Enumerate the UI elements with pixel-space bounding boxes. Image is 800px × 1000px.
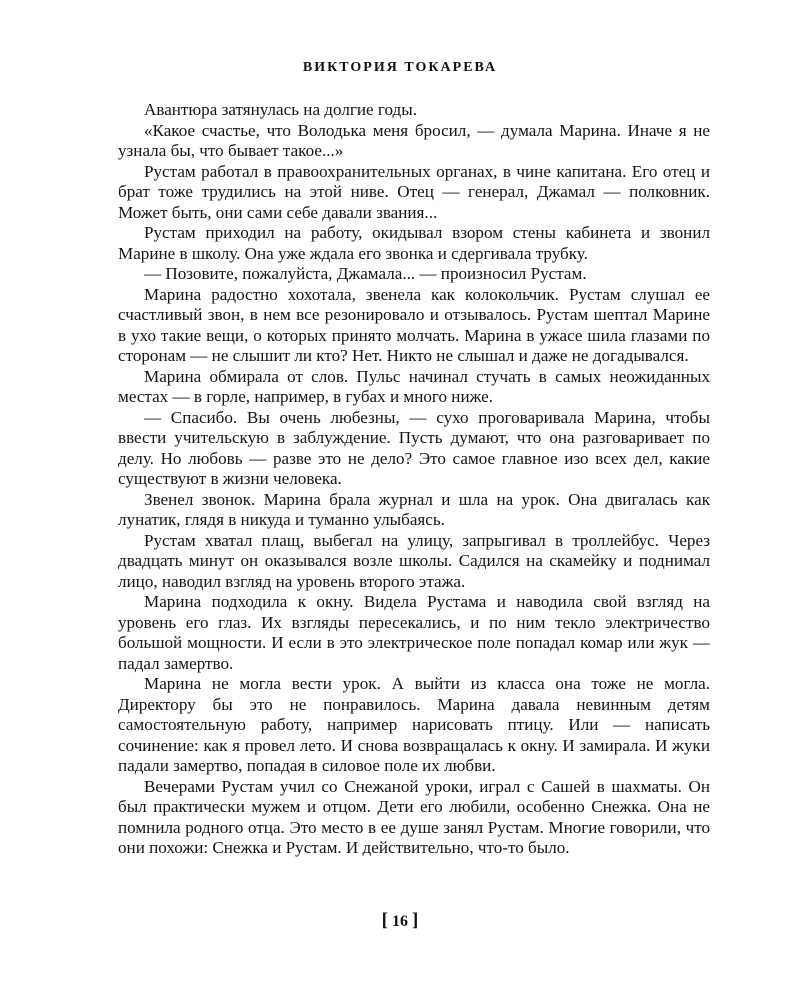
paragraph: Рустам работал в правоохранительных органах, в чине капитана. Его отец и брат тоже трудились на этой ниве. Отец — генерал, Джамал — полковник. Может быть, они сами себе давали звания... <box>118 161 710 222</box>
paragraph: Марина не могла вести урок. А выйти из класса она тоже не могла. Директору бы это не понравилось. Марина давала невинным детям самостоятельную работу, например нарисовать птицу. Или — написать сочинение: как я провел лето. И снова возвращалась к окну. И замирала. И жуки падали замертво, попадая в силовое поле их любви. <box>118 674 710 775</box>
right-bracket: ] <box>412 910 419 931</box>
paragraph: Рустам приходил на работу, окидывал взором стены кабинета и звонил Марине в школу. Она уже ждала его звонка и сдергивала трубку. <box>118 223 710 263</box>
paragraph: — Спасибо. Вы очень любезны, — сухо проговаривала Марина, чтобы ввести учительскую в заблуждение. Пусть думают, что она разговаривает по делу. Но любовь — разве это не дело? Это самое главное изо всех дел, какие существуют в жизни человека. <box>118 407 710 488</box>
left-bracket: [ <box>381 910 388 931</box>
page-number <box>0 910 800 932</box>
paragraph: Марина радостно хохотала, звенела как колокольчик. Рустам слушал ее счастливый звон, в нем все резонировало и отзывалось. Рустам шептал Марине в ухо такие вещи, о которых принято молчать. Марина в ужасе шила глазами по сторонам — не слышит ли кто? Нет. Никто не слышал и даже не догадывался. <box>118 284 710 365</box>
paragraph: Авантюра затянулась на долгие годы. <box>144 100 417 119</box>
page-number-value: 16 <box>392 913 408 930</box>
paragraph: Марина подходила к окну. Видела Рустама и наводила свой взгляд на уровень его глаз. Их взгляды пересекались, и по ним текло электричество большой мощности. И если в это электрическое поле попадал комар или жук — падал замертво. <box>118 592 710 673</box>
paragraph: — Позовите, пожалуйста, Джамала... — произносил Рустам. <box>144 264 587 283</box>
paragraph: Марина обмирала от слов. Пульс начинал стучать в самых неожиданных местах — в горле, например, в губах и много ниже. <box>118 366 710 406</box>
paragraph: Рустам хватал плащ, выбегал на улицу, запрыгивал в троллейбус. Через двадцать минут он оказывался возле школы. Садился на скамейку и поднимал лицо, наводил взгляд на уровень второго этажа. <box>118 530 710 591</box>
paragraph: Звенел звонок. Марина брала журнал и шла на урок. Она двигалась как лунатик, глядя в никуда и туманно улыбаясь. <box>118 489 710 529</box>
body-text <box>118 100 710 859</box>
paragraph: Вечерами Рустам учил со Снежаной уроки, играл с Сашей в шахматы. Он был практически мужем и отцом. Дети его любили, особенно Снежка. Она не помнила родного отца. Это место в ее душе занял Рустам. Многие говорили, что они похожи: Снежка и Рустам. И действительно, что-то было. <box>118 776 710 857</box>
paragraph: «Какое счастье, что Володька меня бросил, — думала Марина. Иначе я не узнала бы, что бывает такое...» <box>118 120 710 160</box>
running-head: ВИКТОРИЯ ТОКАРЕВА <box>302 60 498 75</box>
